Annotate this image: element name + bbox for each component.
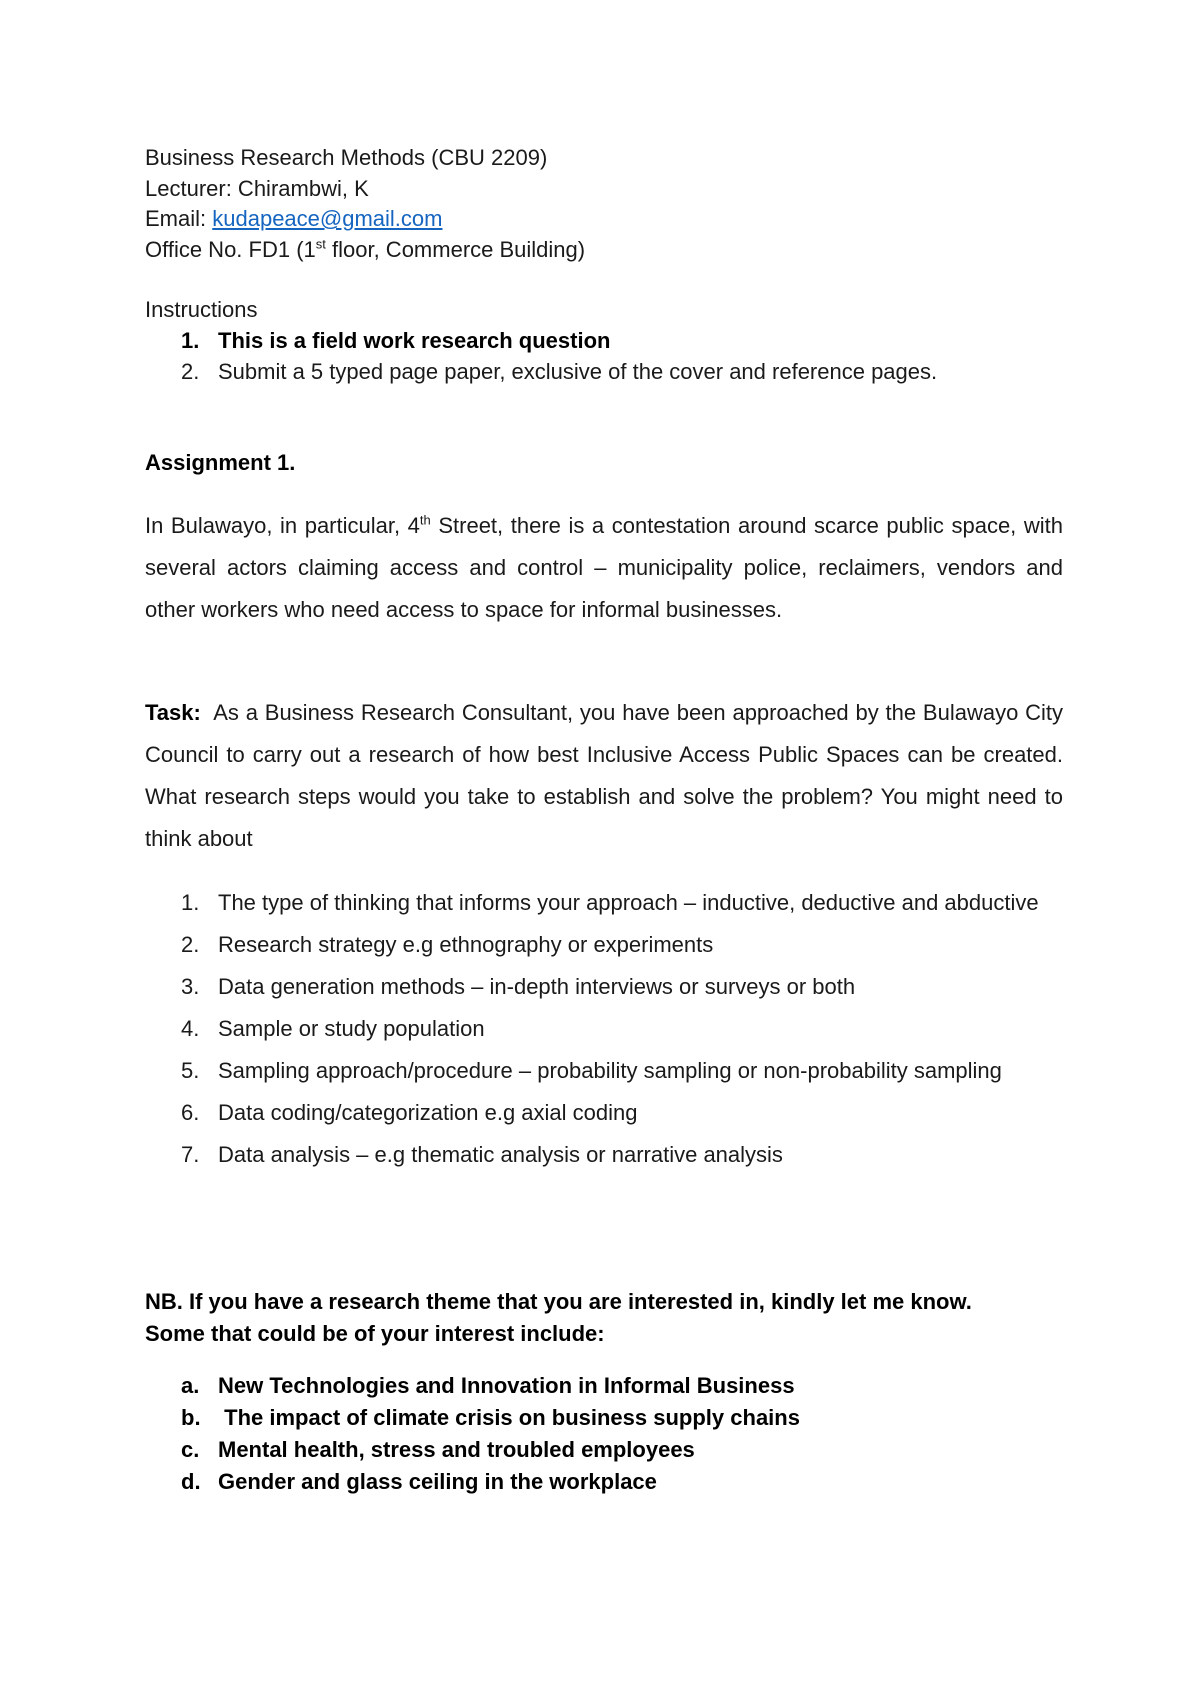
list-number: c. xyxy=(181,1437,200,1462)
research-step-item xyxy=(145,882,1063,924)
list-text: New Technologies and Innovation in Informal Business xyxy=(218,1373,795,1398)
list-text: Sampling approach/procedure – probability sampling or non-probability sampling xyxy=(218,1058,1002,1083)
task-paragraph xyxy=(145,692,1070,860)
office-prefix: Office No. FD1 (1 xyxy=(145,236,316,262)
office-line xyxy=(145,235,1063,266)
research-step-item xyxy=(145,1050,1063,1092)
instruction-item xyxy=(145,325,1063,356)
assignment-title: Assignment 1. xyxy=(145,450,296,475)
list-number: 4. xyxy=(181,1016,200,1041)
lecturer-name: Lecturer: Chirambwi, K xyxy=(145,175,369,201)
list-text: Sample or study population xyxy=(218,1016,485,1041)
task-label: Task: xyxy=(145,700,201,725)
research-step-item xyxy=(145,966,1063,1008)
research-step-item xyxy=(145,1008,1063,1050)
research-step-item xyxy=(145,1092,1063,1134)
list-number: 3. xyxy=(181,974,200,999)
list-number: a. xyxy=(181,1373,200,1398)
research-steps-list xyxy=(145,882,1063,1176)
list-text: The type of thinking that informs your approach – inductive, deductive and abductive xyxy=(218,890,1039,915)
list-number: b. xyxy=(181,1405,201,1430)
list-number: 2. xyxy=(181,932,200,957)
list-number: 7. xyxy=(181,1142,200,1167)
para-sup: th xyxy=(419,512,431,528)
para-text: Street, there is a contestation around scarce public space, with several actors claiming access and control – municipality police, reclaimers, vendors and other workers who need access to space for informal businesses. xyxy=(145,513,1063,622)
list-number: 5. xyxy=(181,1058,200,1083)
research-step-item xyxy=(145,1134,1063,1176)
instructions-heading: Instructions xyxy=(145,297,258,322)
themes-list xyxy=(145,1370,1063,1498)
nb-line: NB. If you have a research theme that you are interested in, kindly let me know. xyxy=(145,1289,972,1314)
list-text: Gender and glass ceiling in the workplace xyxy=(218,1469,657,1494)
course-title: Business Research Methods (CBU 2209) xyxy=(145,145,548,170)
instructions-section xyxy=(145,294,1063,387)
theme-item xyxy=(145,1434,1063,1466)
instruction-item xyxy=(145,356,1063,387)
course-header xyxy=(145,143,1063,265)
list-text: Research strategy e.g ethnography or experiments xyxy=(218,932,714,957)
email-line xyxy=(145,204,1063,235)
instruction-text: Submit a 5 typed page paper, exclusive of the cover and reference pages. xyxy=(218,359,938,384)
theme-item xyxy=(145,1402,1063,1434)
email-link[interactable]: kudapeace@gmail.com xyxy=(212,206,443,231)
list-text: The impact of climate crisis on business supply chains xyxy=(218,1405,800,1430)
list-number: 6. xyxy=(181,1100,200,1125)
instruction-text: This is a field work research question xyxy=(218,328,611,353)
list-text: Data analysis – e.g thematic analysis or narrative analysis xyxy=(218,1142,783,1167)
para-text: In Bulawayo, in particular, 4 xyxy=(145,513,420,538)
list-number: 2. xyxy=(181,359,200,384)
office-suffix: floor, Commerce Building) xyxy=(325,236,586,262)
list-number: d. xyxy=(181,1469,201,1494)
nb-note xyxy=(145,1286,1063,1350)
list-text: Mental health, stress and troubled employees xyxy=(218,1437,695,1462)
assignment-paragraph xyxy=(145,505,1063,631)
list-text: Data coding/categorization e.g axial coding xyxy=(218,1100,638,1125)
theme-item xyxy=(145,1466,1063,1498)
list-number: 1. xyxy=(181,328,200,353)
theme-item xyxy=(145,1370,1063,1402)
email-label: Email: xyxy=(145,206,213,231)
research-step-item xyxy=(145,924,1063,966)
list-text: Data generation methods – in-depth interviews or surveys or both xyxy=(218,974,856,999)
nb-line: Some that could be of your interest include: xyxy=(145,1321,605,1346)
office-sup: st xyxy=(315,236,326,252)
list-number: 1. xyxy=(181,890,200,915)
task-text: As a Business Research Consultant, you have been approached by the Bulawayo City Council to carry out a research of how best Inclusive Access Public Spaces can be created. What research steps would you take to establish and solve the problem? You might need to think about xyxy=(145,700,1070,851)
